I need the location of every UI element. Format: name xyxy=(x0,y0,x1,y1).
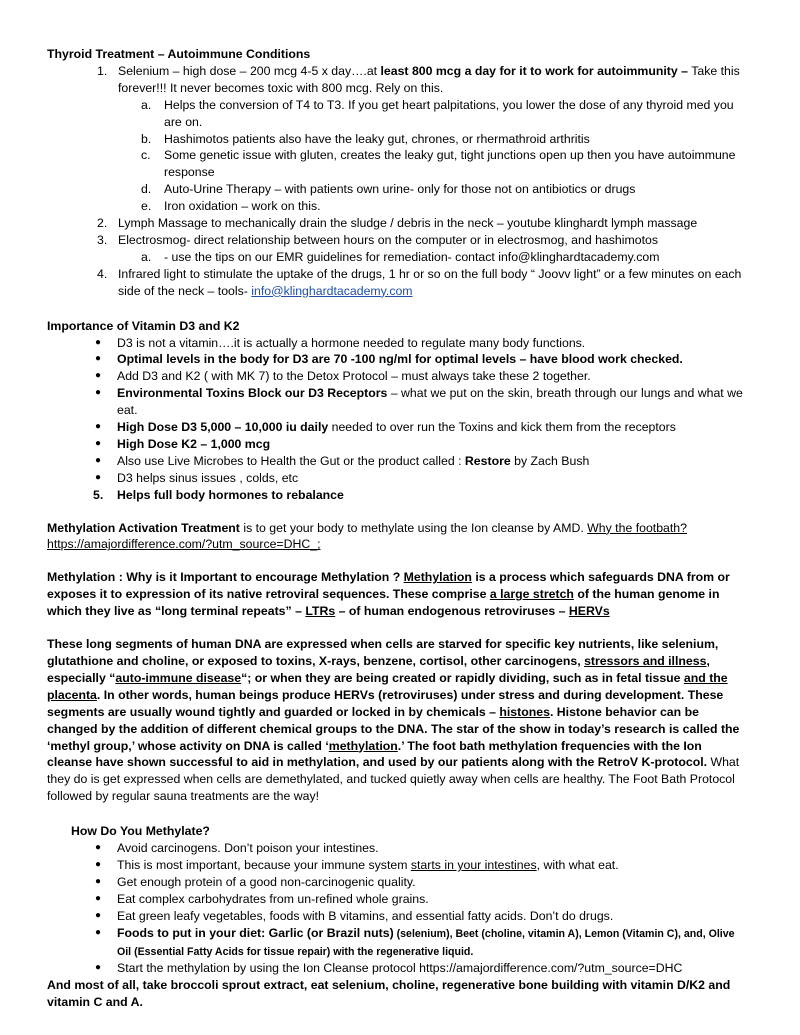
bold-text: . Histone behavior can be changed by the addition of different chemical groups to the DNA. The star of the show in today’s research is called the ‘methyl group,’ whose activity on DNA is called ‘ xyxy=(47,704,740,753)
item-text: - use the tips on our EMR guidelines for remediation- contact info@klinghardtacademy.com xyxy=(164,249,660,264)
item-bold-text: Optimal levels in the body for D3 are 70 -100 ng/ml for optimal levels – have blood work checked. xyxy=(117,352,683,367)
bullet-icon: ● xyxy=(95,370,102,382)
bold-text: . In other words, human beings produce HERVs (retroviruses) under stress and during development. These segments are usually wound tightly and guarded or locked in by chemicals – xyxy=(47,687,724,719)
list-letter: e. xyxy=(141,199,152,214)
item-text: This is most important, because your immune system xyxy=(117,857,411,872)
amajordifference-link[interactable]: https://amajordifference.com/?utm_source=DHC_; xyxy=(47,537,321,552)
email-link[interactable]: info@klinghardtacademy.com xyxy=(251,283,413,298)
underline-text: LTRs xyxy=(305,604,336,619)
bold-text: – of human endogenous retroviruses – xyxy=(335,604,569,619)
underline-text: auto-immune disease xyxy=(115,670,242,685)
list-number: 5. xyxy=(93,487,104,502)
item-text: Eat green leafy vegetables, foods with B vitamins, and essential fatty acids. Don’t do drugs. xyxy=(117,908,614,923)
list-item xyxy=(47,351,747,368)
item-text: , with what eat. xyxy=(536,857,619,872)
list-item xyxy=(47,874,747,891)
list-item xyxy=(47,215,747,232)
list-item xyxy=(47,436,747,453)
bullet-icon: ● xyxy=(95,842,102,854)
underline-text: methylation xyxy=(328,738,398,753)
bullet-icon: ● xyxy=(95,421,102,433)
list-item xyxy=(47,891,747,908)
bold-text: “; or when they are being created or rapidly dividing, such as in fetal tissue xyxy=(241,670,684,685)
bullet-icon: ● xyxy=(95,892,102,904)
item-bold-text: (selenium), Beet (choline, vitamin A), Lemon (Vitamin C), and, Olive Oil (Essential Fatty Acids for tissue repair) with the regenerative liquid. xyxy=(117,927,735,958)
item-text: Helps the conversion of T4 to T3. If you get heart palpitations, you lower the dose of any thyroid med you are on. xyxy=(164,97,734,129)
bullet-icon: ● xyxy=(95,909,102,921)
list-item xyxy=(47,181,747,198)
item-text: Electrosmog- direct relationship between hours on the computer or in electrosmog, and hashimotos xyxy=(118,232,658,247)
list-item xyxy=(47,419,747,436)
how-heading: How Do You Methylate? xyxy=(71,824,210,839)
bullet-icon: ● xyxy=(95,437,102,449)
item-text: Eat complex carbohydrates from un-refined whole grains. xyxy=(117,891,429,906)
item-text: D3 helps sinus issues , colds, etc xyxy=(117,470,299,485)
list-item xyxy=(47,487,747,504)
list-letter: a. xyxy=(141,97,152,112)
item-bold-text: Foods to put in your diet: Garlic (or Brazil nuts) xyxy=(117,925,394,940)
list-item xyxy=(47,63,747,97)
bold-text: , especially “ xyxy=(47,654,710,685)
item-text: – what we put on the skin, breath through our lungs and what we eat. xyxy=(117,386,743,418)
final-note: And most of all, take broccoli sprout extract, eat selenium, choline, regenerative bone building with vitamin D/K2 and vitamin C and A. xyxy=(47,978,731,1010)
list-letter: d. xyxy=(141,182,152,197)
item-text: Hashimotos patients also have the leaky gut, chrones, or rhermathroid arthritis xyxy=(164,131,590,146)
bold-text: These long segments of human DNA are expressed when cells are starved for specific key nutrients, like selenium, glutathione and choline, or exposed to toxins, X-rays, benzene, cortisol, other carcinogens, xyxy=(47,637,719,668)
list-item xyxy=(47,198,747,215)
para-text: is to get your body to methylate using the Ion cleanse by AMD. xyxy=(239,520,588,535)
list-number: 2. xyxy=(97,216,108,231)
bullet-icon: ● xyxy=(95,875,102,887)
para-text: What they do is get expressed when cells are demethylated, and tucked quietly away when cells are healthy. The Foot Bath Protocol followed by regular sauna treatments are the way! xyxy=(47,755,740,804)
item-text: Selenium – high dose – 200 mcg 4-5 x day….at xyxy=(118,63,381,78)
bullet-icon: ● xyxy=(95,926,102,938)
item-bold-text: Environmental Toxins Block our D3 Receptors xyxy=(117,386,388,401)
bold-text: Methylation : Why is it Important to encourage Methylation ? xyxy=(47,570,404,585)
item-bold-text: Restore xyxy=(464,453,511,468)
document-content xyxy=(47,46,747,1011)
list-item xyxy=(47,131,747,148)
list-item xyxy=(47,249,747,266)
methylation-why-paragraph xyxy=(47,569,747,620)
bullet-icon: ● xyxy=(95,471,102,483)
item-text: Auto-Urine Therapy – with patients own urine- only for those not on antibiotics or drugs xyxy=(164,182,636,197)
item-text: Some genetic issue with gluten, creates the leaky gut, tight junctions open up then you have autoimmune response xyxy=(164,148,736,180)
bullet-icon: ● xyxy=(95,353,102,365)
list-item xyxy=(47,925,747,961)
item-bold-text: High Dose D3 5,000 – 10,000 iu daily xyxy=(117,420,329,435)
underline-text: Methylation xyxy=(403,570,472,585)
bold-text: is a process which safeguards DNA from or exposes it to expression of its native retroviral sequences. These comprise xyxy=(47,570,730,602)
item-text: needed to over run the Toxins and kick them from the receptors xyxy=(328,420,676,435)
bold-text: of the human genome in which they live as “long terminal repeats” – xyxy=(47,587,720,619)
list-item xyxy=(47,453,747,470)
thyroid-heading: Thyroid Treatment – Autoimmune Conditions xyxy=(47,47,311,61)
bold-text: Methylation Activation Treatment xyxy=(47,520,240,535)
item-text: Take this forever!!! It never becomes toxic with 800 mcg. Rely on this. xyxy=(118,63,740,95)
item-text: Iron oxidation – work on this. xyxy=(164,199,321,214)
item-text: Avoid carcinogens. Don’t poison your intestines. xyxy=(117,841,379,856)
list-item xyxy=(47,147,747,181)
item-text: Start the methylation by using the Ion Cleanse protocol https://amajordifference.com/?utm_source=DHC xyxy=(117,961,683,976)
item-bold-text: Helps full body hormones to rebalance xyxy=(117,487,344,502)
list-letter: c. xyxy=(141,148,151,163)
underline-text: stressors and illness xyxy=(584,654,707,668)
list-item xyxy=(47,97,747,131)
list-item xyxy=(47,368,747,385)
bullet-icon: ● xyxy=(95,454,102,466)
bold-text: .’ The foot bath methylation frequencies with the Ion cleanse have shown successful to aid in methylation, and used by our patients along with the RetroV K-protocol. xyxy=(47,738,708,770)
long-segments-paragraph xyxy=(47,636,747,805)
underline-text: a large stretch xyxy=(489,587,574,602)
underline-text: HERVs xyxy=(568,604,610,619)
item-text: Add D3 and K2 ( with MK 7) to the Detox Protocol – must always take these 2 together. xyxy=(117,369,591,384)
list-number: 4. xyxy=(97,266,108,281)
underline-text: histones xyxy=(499,704,550,719)
bullet-icon: ● xyxy=(95,858,102,870)
list-item xyxy=(47,857,747,874)
list-item xyxy=(47,470,747,487)
bullet-icon: ● xyxy=(95,387,102,399)
vitamin-heading: Importance of Vitamin D3 and K2 xyxy=(47,318,240,333)
item-text: Lymph Massage to mechanically drain the sludge / debris in the neck – youtube klinghardt lymph massage xyxy=(118,216,698,231)
list-item xyxy=(47,232,747,249)
list-number: 1. xyxy=(97,63,108,78)
list-number: 3. xyxy=(97,232,108,247)
item-text: Also use Live Microbes to Health the Gut or the product called : xyxy=(117,453,465,468)
footbath-link[interactable]: Why the footbath? xyxy=(587,520,687,535)
bullet-icon: ● xyxy=(95,336,102,348)
methylation-activation-paragraph xyxy=(47,520,747,554)
list-letter: b. xyxy=(141,131,152,146)
list-letter: a. xyxy=(141,249,152,264)
list-item xyxy=(47,335,747,352)
item-text: by Zach Bush xyxy=(510,453,590,468)
item-bold-text: High Dose K2 – 1,000 mcg xyxy=(117,436,271,451)
list-item xyxy=(47,908,747,925)
list-item xyxy=(47,840,747,857)
bullet-icon: ● xyxy=(95,962,102,974)
item-text: Infrared light to stimulate the uptake of the drugs, 1 hr or so on the full body “ Joovv light” or a few minutes on each side of the neck – tools- xyxy=(118,266,742,298)
list-item xyxy=(47,960,747,977)
list-item xyxy=(47,266,747,300)
list-item xyxy=(47,385,747,419)
underline-text: and the placenta xyxy=(47,670,728,702)
underline-text: starts in your intestines xyxy=(410,857,537,872)
item-text: Get enough protein of a good non-carcinogenic quality. xyxy=(117,874,416,889)
item-bold-text: least 800 mcg a day for it to work for autoimmunity – xyxy=(380,63,688,78)
item-text: D3 is not a vitamin….it is actually a hormone needed to regulate many body functions. xyxy=(117,335,586,350)
